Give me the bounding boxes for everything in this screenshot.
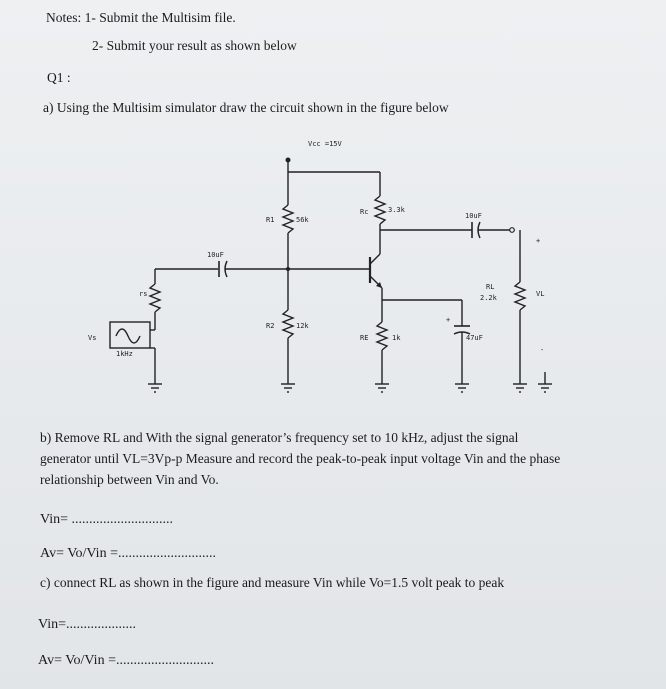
ground-icon (148, 384, 162, 392)
rc-label: Rc (360, 208, 369, 216)
vcc-terminal (286, 158, 291, 163)
part-b-line-2: generator until VL=3Vp-p Measure and record the peak-to-peak input voltage Vin and the phase (40, 451, 561, 466)
vl-label: VL (536, 290, 545, 298)
part-b-line-1: b) Remove RL and With the signal generator’s frequency set to 10 kHz, adjust the signal (40, 430, 519, 445)
cin-label: 10uF (207, 251, 224, 259)
rl-value: 2.2k (480, 294, 497, 302)
ground-icon (281, 384, 295, 392)
r2-label: R2 (266, 322, 275, 330)
note-2: 2- Submit your result as shown below (92, 38, 297, 53)
minus-sign: - (540, 346, 545, 354)
sine-wave-icon (116, 329, 140, 343)
ce-label: 47uF (466, 334, 483, 342)
part-b-line-3: relationship between Vin and Vo. (40, 472, 219, 487)
gen-freq-label: 1kHz (116, 350, 133, 358)
answer-b-vin: Vin= ............................. (40, 512, 174, 527)
answer-b-gain: Av= Vo/Vin =............................ (40, 546, 216, 561)
question-label: Q1 : (47, 70, 71, 85)
ground-icon (455, 384, 469, 392)
r2-value: 12k (296, 322, 309, 330)
answer-c-vin: Vin=.................... (38, 617, 137, 632)
ground-icon (538, 372, 552, 392)
part-a-instruction: a) Using the Multisim simulator draw the circuit shown in the figure below (43, 100, 449, 115)
r2-resistor (283, 310, 293, 338)
r1-label: R1 (266, 216, 275, 224)
part-c-instruction: c) connect RL as shown in the figure and measure Vin while Vo=1.5 volt peak to peak (40, 575, 505, 590)
vs-label: Vs (88, 334, 97, 342)
rc-value: 3.3k (388, 206, 405, 214)
rs-label: rs (139, 290, 148, 298)
r1-resistor (283, 205, 293, 233)
re-label: RE (360, 334, 369, 342)
rc-resistor (375, 196, 385, 224)
r1-value: 56k (296, 216, 309, 224)
ce-plus: + (446, 316, 451, 324)
ground-icon (375, 384, 389, 392)
rl-resistor (515, 282, 525, 310)
answer-c-gain: Av= Vo/Vin =............................ (38, 653, 214, 668)
output-terminal (510, 228, 515, 233)
re-resistor (377, 322, 387, 350)
re-value: 1k (392, 334, 401, 342)
note-1: Notes: 1- Submit the Multisim file. (46, 10, 236, 25)
cout-label: 10uF (465, 212, 482, 220)
rs-resistor (150, 284, 160, 312)
plus-sign: + (536, 237, 541, 245)
ground-icon (513, 384, 527, 392)
rl-label: RL (486, 283, 495, 291)
vcc-label: Vcc =15V (308, 140, 342, 148)
